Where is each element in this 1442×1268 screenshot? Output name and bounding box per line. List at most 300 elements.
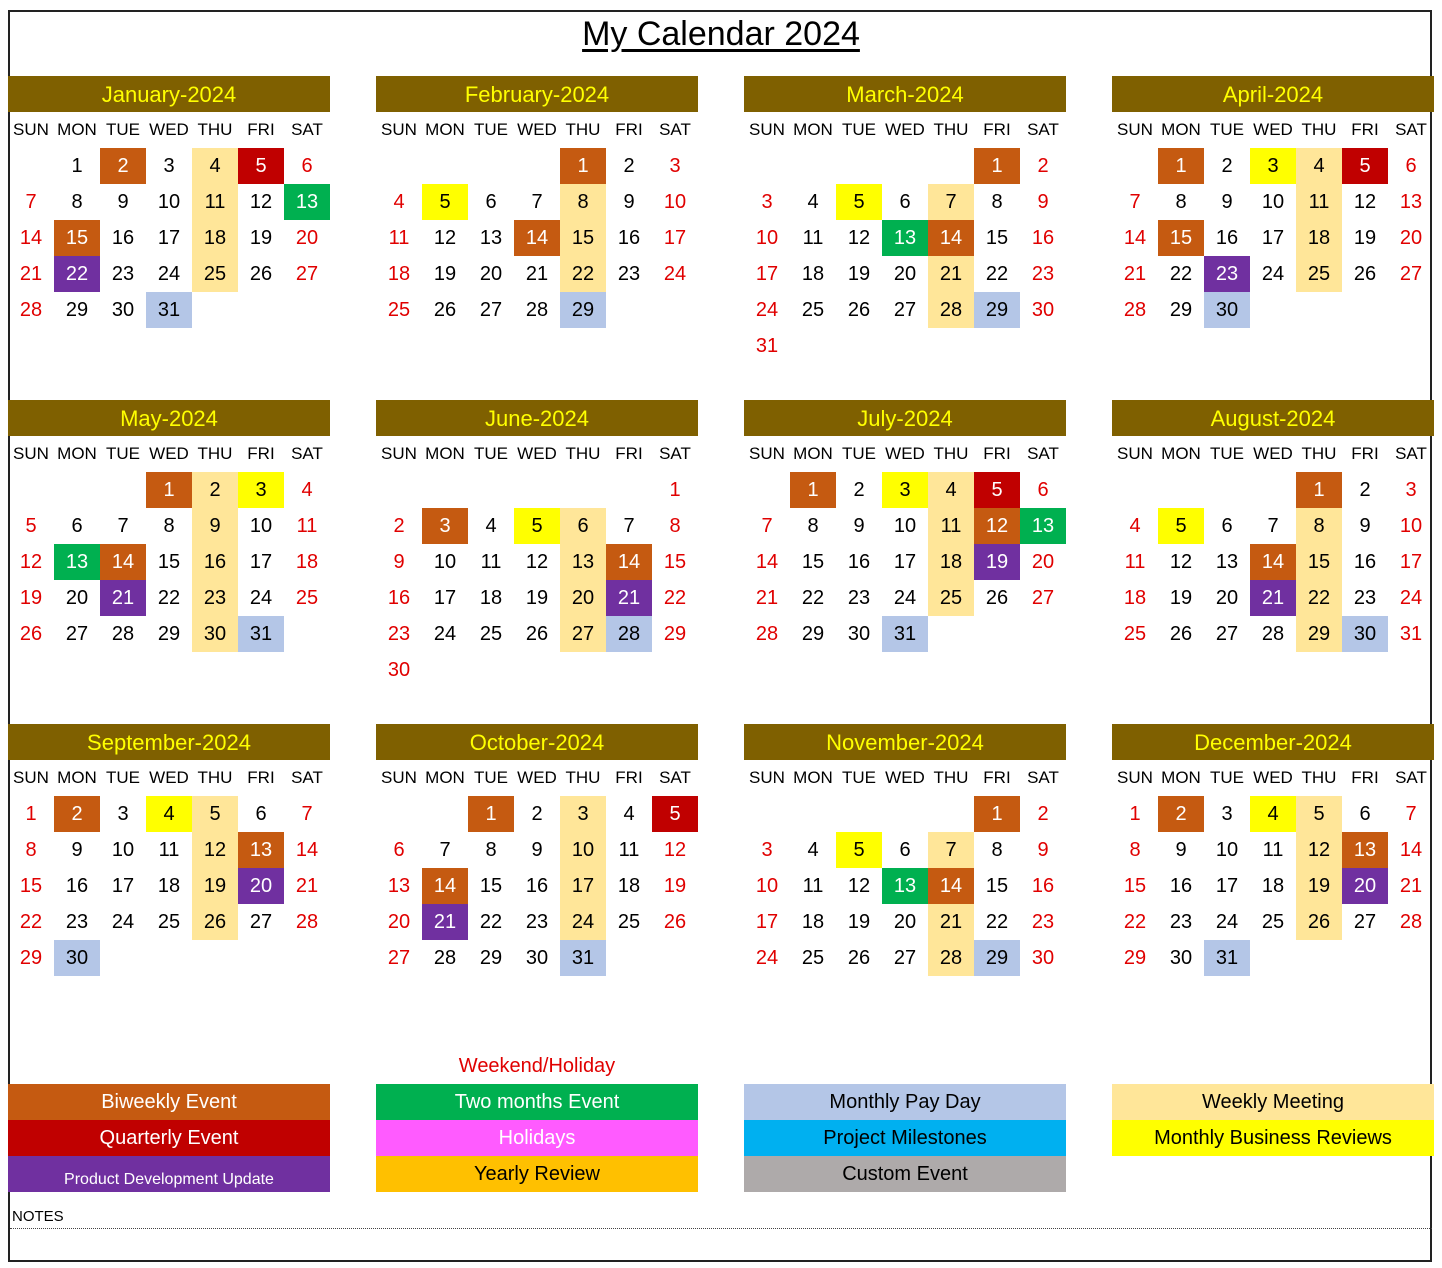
day-cell[interactable]: 18 [387, 263, 411, 285]
day-cell[interactable]: 9 [1037, 839, 1049, 861]
day-cell[interactable]: 1 [790, 472, 836, 508]
day-cell[interactable]: 11 [158, 839, 180, 861]
day-cell[interactable]: 21 [1250, 580, 1296, 616]
day-cell[interactable]: 14 [1123, 227, 1147, 249]
day-cell[interactable]: 1 [974, 148, 1020, 184]
day-cell[interactable]: 3 [1250, 148, 1296, 184]
day-cell[interactable]: 20 [295, 227, 319, 249]
day-cell[interactable]: 1 [1158, 148, 1204, 184]
day-cell[interactable]: 18 [928, 544, 974, 580]
day-cell[interactable]: 24 [1215, 911, 1239, 933]
day-cell[interactable]: 1 [146, 472, 192, 508]
day-cell[interactable]: 19 [1353, 227, 1377, 249]
day-cell[interactable]: 2 [393, 515, 405, 537]
day-cell[interactable]: 22 [560, 256, 606, 292]
day-cell[interactable]: 15 [1296, 544, 1342, 580]
day-cell[interactable]: 1 [1296, 472, 1342, 508]
day-cell[interactable]: 2 [192, 472, 238, 508]
day-cell[interactable]: 19 [974, 544, 1020, 580]
day-cell[interactable]: 17 [755, 263, 779, 285]
day-cell[interactable]: 12 [192, 832, 238, 868]
day-cell[interactable]: 25 [1261, 911, 1285, 933]
day-cell[interactable]: 24 [755, 299, 779, 321]
day-cell[interactable]: 11 [192, 184, 238, 220]
day-cell[interactable]: 2 [531, 803, 543, 825]
day-cell[interactable]: 15 [663, 551, 687, 573]
day-cell[interactable]: 22 [54, 256, 100, 292]
day-cell[interactable]: 21 [525, 263, 549, 285]
day-cell[interactable]: 15 [560, 220, 606, 256]
day-cell[interactable]: 16 [1169, 875, 1193, 897]
day-cell[interactable]: 17 [157, 227, 181, 249]
day-cell[interactable]: 13 [387, 875, 411, 897]
day-cell[interactable]: 3 [669, 155, 681, 177]
day-cell[interactable]: 9 [71, 839, 83, 861]
day-cell[interactable]: 22 [801, 587, 825, 609]
day-cell[interactable]: 27 [1215, 623, 1239, 645]
day-cell[interactable]: 30 [1169, 947, 1193, 969]
day-cell[interactable]: 12 [663, 839, 687, 861]
day-cell[interactable]: 21 [755, 587, 779, 609]
day-cell[interactable]: 20 [893, 911, 917, 933]
day-cell[interactable]: 23 [847, 587, 871, 609]
day-cell[interactable]: 29 [663, 623, 687, 645]
day-cell[interactable]: 8 [807, 515, 819, 537]
day-cell[interactable]: 7 [531, 191, 543, 213]
day-cell[interactable]: 8 [560, 184, 606, 220]
day-cell[interactable]: 30 [847, 623, 871, 645]
day-cell[interactable]: 19 [192, 868, 238, 904]
day-cell[interactable]: 13 [479, 227, 503, 249]
day-cell[interactable]: 2 [1158, 796, 1204, 832]
day-cell[interactable]: 23 [387, 623, 411, 645]
day-cell[interactable]: 6 [1405, 155, 1417, 177]
day-cell[interactable]: 19 [249, 227, 273, 249]
day-cell[interactable]: 10 [1261, 191, 1285, 213]
day-cell[interactable]: 21 [1399, 875, 1423, 897]
day-cell[interactable]: 24 [111, 911, 135, 933]
day-cell[interactable]: 1 [974, 796, 1020, 832]
day-cell[interactable]: 21 [100, 580, 146, 616]
day-cell[interactable]: 21 [1123, 263, 1147, 285]
day-cell[interactable]: 15 [1158, 220, 1204, 256]
day-cell[interactable]: 16 [525, 875, 549, 897]
day-cell[interactable]: 5 [974, 472, 1020, 508]
day-cell[interactable]: 4 [393, 191, 405, 213]
day-cell[interactable]: 1 [468, 796, 514, 832]
day-cell[interactable]: 20 [1342, 868, 1388, 904]
day-cell[interactable]: 5 [422, 184, 468, 220]
day-cell[interactable]: 15 [54, 220, 100, 256]
day-cell[interactable]: 20 [65, 587, 89, 609]
day-cell[interactable]: 7 [439, 839, 451, 861]
day-cell[interactable]: 3 [422, 508, 468, 544]
day-cell[interactable]: 5 [192, 796, 238, 832]
day-cell[interactable]: 22 [1123, 911, 1147, 933]
day-cell[interactable]: 29 [974, 292, 1020, 328]
day-cell[interactable]: 2 [1221, 155, 1233, 177]
day-cell[interactable]: 22 [157, 587, 181, 609]
day-cell[interactable]: 6 [393, 839, 405, 861]
day-cell[interactable]: 14 [100, 544, 146, 580]
day-cell[interactable]: 20 [1215, 587, 1239, 609]
day-cell[interactable]: 3 [882, 472, 928, 508]
day-cell[interactable]: 28 [1123, 299, 1147, 321]
day-cell[interactable]: 31 [238, 616, 284, 652]
day-cell[interactable]: 19 [19, 587, 43, 609]
day-cell[interactable]: 8 [25, 839, 37, 861]
day-cell[interactable]: 19 [433, 263, 457, 285]
day-cell[interactable]: 26 [663, 911, 687, 933]
day-cell[interactable]: 4 [1250, 796, 1296, 832]
day-cell[interactable]: 27 [249, 911, 273, 933]
day-cell[interactable]: 5 [238, 148, 284, 184]
day-cell[interactable]: 30 [1342, 616, 1388, 652]
day-cell[interactable]: 23 [1031, 263, 1055, 285]
day-cell[interactable]: 8 [991, 191, 1003, 213]
day-cell[interactable]: 10 [755, 227, 779, 249]
day-cell[interactable]: 18 [1123, 587, 1147, 609]
day-cell[interactable]: 30 [1031, 947, 1055, 969]
day-cell[interactable]: 5 [836, 184, 882, 220]
day-cell[interactable]: 4 [807, 191, 819, 213]
day-cell[interactable]: 27 [893, 299, 917, 321]
day-cell[interactable]: 29 [65, 299, 89, 321]
day-cell[interactable]: 12 [19, 551, 43, 573]
day-cell[interactable]: 9 [1037, 191, 1049, 213]
day-cell[interactable]: 14 [19, 227, 43, 249]
day-cell[interactable]: 19 [525, 587, 549, 609]
day-cell[interactable]: 2 [623, 155, 635, 177]
day-cell[interactable]: 31 [146, 292, 192, 328]
day-cell[interactable]: 5 [836, 832, 882, 868]
day-cell[interactable]: 16 [847, 551, 871, 573]
day-cell[interactable]: 10 [1215, 839, 1239, 861]
day-cell[interactable]: 26 [1353, 263, 1377, 285]
day-cell[interactable]: 6 [485, 191, 497, 213]
day-cell[interactable]: 4 [807, 839, 819, 861]
day-cell[interactable]: 31 [882, 616, 928, 652]
day-cell[interactable]: 25 [479, 623, 503, 645]
day-cell[interactable]: 16 [111, 227, 135, 249]
day-cell[interactable]: 7 [761, 515, 773, 537]
day-cell[interactable]: 14 [1399, 839, 1423, 861]
day-cell[interactable]: 3 [117, 803, 129, 825]
day-cell[interactable]: 7 [928, 832, 974, 868]
day-cell[interactable]: 27 [1399, 263, 1423, 285]
day-cell[interactable]: 23 [525, 911, 549, 933]
day-cell[interactable]: 18 [157, 875, 181, 897]
day-cell[interactable]: 27 [1353, 911, 1377, 933]
day-cell[interactable]: 3 [761, 839, 773, 861]
day-cell[interactable]: 24 [755, 947, 779, 969]
day-cell[interactable]: 18 [801, 911, 825, 933]
day-cell[interactable]: 16 [387, 587, 411, 609]
day-cell[interactable]: 26 [1169, 623, 1193, 645]
day-cell[interactable]: 19 [1169, 587, 1193, 609]
day-cell[interactable]: 21 [928, 256, 974, 292]
day-cell[interactable]: 29 [479, 947, 503, 969]
day-cell[interactable]: 17 [249, 551, 273, 573]
day-cell[interactable]: 20 [893, 263, 917, 285]
day-cell[interactable]: 10 [755, 875, 779, 897]
day-cell[interactable]: 4 [928, 472, 974, 508]
day-cell[interactable]: 14 [514, 220, 560, 256]
day-cell[interactable]: 5 [1158, 508, 1204, 544]
day-cell[interactable]: 1 [71, 155, 83, 177]
day-cell[interactable]: 28 [928, 940, 974, 976]
day-cell[interactable]: 12 [525, 551, 549, 573]
day-cell[interactable]: 29 [19, 947, 43, 969]
day-cell[interactable]: 24 [157, 263, 181, 285]
day-cell[interactable]: 11 [388, 227, 410, 249]
day-cell[interactable]: 27 [893, 947, 917, 969]
day-cell[interactable]: 4 [485, 515, 497, 537]
day-cell[interactable]: 6 [1037, 479, 1049, 501]
day-cell[interactable]: 7 [117, 515, 129, 537]
day-cell[interactable]: 22 [479, 911, 503, 933]
day-cell[interactable]: 1 [25, 803, 37, 825]
day-cell[interactable]: 11 [1296, 184, 1342, 220]
day-cell[interactable]: 4 [1129, 515, 1141, 537]
day-cell[interactable]: 30 [192, 616, 238, 652]
day-cell[interactable]: 12 [847, 875, 871, 897]
day-cell[interactable]: 16 [617, 227, 641, 249]
day-cell[interactable]: 12 [1169, 551, 1193, 573]
day-cell[interactable]: 15 [1123, 875, 1147, 897]
day-cell[interactable]: 28 [606, 616, 652, 652]
day-cell[interactable]: 5 [1296, 796, 1342, 832]
day-cell[interactable]: 28 [1399, 911, 1423, 933]
day-cell[interactable]: 10 [1399, 515, 1423, 537]
day-cell[interactable]: 26 [985, 587, 1009, 609]
day-cell[interactable]: 18 [295, 551, 319, 573]
day-cell[interactable]: 8 [163, 515, 175, 537]
day-cell[interactable]: 18 [801, 263, 825, 285]
day-cell[interactable]: 25 [387, 299, 411, 321]
day-cell[interactable]: 26 [192, 904, 238, 940]
day-cell[interactable]: 25 [1123, 623, 1147, 645]
day-cell[interactable]: 3 [1405, 479, 1417, 501]
day-cell[interactable]: 13 [238, 832, 284, 868]
day-cell[interactable]: 5 [652, 796, 698, 832]
day-cell[interactable]: 19 [847, 263, 871, 285]
day-cell[interactable]: 30 [525, 947, 549, 969]
day-cell[interactable]: 22 [985, 911, 1009, 933]
day-cell[interactable]: 25 [928, 580, 974, 616]
day-cell[interactable]: 7 [1129, 191, 1141, 213]
day-cell[interactable]: 22 [1169, 263, 1193, 285]
day-cell[interactable]: 17 [1215, 875, 1239, 897]
day-cell[interactable]: 18 [1261, 875, 1285, 897]
day-cell[interactable]: 13 [54, 544, 100, 580]
day-cell[interactable]: 25 [192, 256, 238, 292]
day-cell[interactable]: 11 [1262, 839, 1284, 861]
day-cell[interactable]: 6 [255, 803, 267, 825]
day-cell[interactable]: 26 [525, 623, 549, 645]
day-cell[interactable]: 10 [111, 839, 135, 861]
day-cell[interactable]: 20 [238, 868, 284, 904]
day-cell[interactable]: 29 [801, 623, 825, 645]
day-cell[interactable]: 21 [422, 904, 468, 940]
day-cell[interactable]: 11 [928, 508, 974, 544]
day-cell[interactable]: 30 [111, 299, 135, 321]
day-cell[interactable]: 19 [663, 875, 687, 897]
day-cell[interactable]: 23 [192, 580, 238, 616]
day-cell[interactable]: 28 [295, 911, 319, 933]
day-cell[interactable]: 17 [755, 911, 779, 933]
day-cell[interactable]: 13 [1020, 508, 1066, 544]
day-cell[interactable]: 23 [111, 263, 135, 285]
day-cell[interactable]: 4 [192, 148, 238, 184]
day-cell[interactable]: 25 [1296, 256, 1342, 292]
day-cell[interactable]: 17 [663, 227, 687, 249]
day-cell[interactable]: 18 [479, 587, 503, 609]
day-cell[interactable]: 21 [606, 580, 652, 616]
day-cell[interactable]: 4 [623, 803, 635, 825]
day-cell[interactable]: 25 [801, 299, 825, 321]
day-cell[interactable]: 8 [1296, 508, 1342, 544]
day-cell[interactable]: 6 [71, 515, 83, 537]
day-cell[interactable]: 21 [19, 263, 43, 285]
day-cell[interactable]: 12 [974, 508, 1020, 544]
day-cell[interactable]: 2 [1359, 479, 1371, 501]
day-cell[interactable]: 24 [1261, 263, 1285, 285]
day-cell[interactable]: 25 [801, 947, 825, 969]
day-cell[interactable]: 19 [1296, 868, 1342, 904]
day-cell[interactable]: 31 [1399, 623, 1423, 645]
day-cell[interactable]: 16 [65, 875, 89, 897]
day-cell[interactable]: 14 [1250, 544, 1296, 580]
day-cell[interactable]: 10 [433, 551, 457, 573]
day-cell[interactable]: 18 [1296, 220, 1342, 256]
day-cell[interactable]: 4 [301, 479, 313, 501]
day-cell[interactable]: 22 [19, 911, 43, 933]
day-cell[interactable]: 20 [479, 263, 503, 285]
day-cell[interactable]: 6 [899, 191, 911, 213]
day-cell[interactable]: 8 [991, 839, 1003, 861]
day-cell[interactable]: 15 [157, 551, 181, 573]
day-cell[interactable]: 30 [54, 940, 100, 976]
day-cell[interactable]: 8 [71, 191, 83, 213]
day-cell[interactable]: 15 [19, 875, 43, 897]
day-cell[interactable]: 23 [617, 263, 641, 285]
day-cell[interactable]: 28 [928, 292, 974, 328]
day-cell[interactable]: 15 [985, 875, 1009, 897]
day-cell[interactable]: 21 [928, 904, 974, 940]
day-cell[interactable]: 13 [560, 544, 606, 580]
day-cell[interactable]: 27 [560, 616, 606, 652]
day-cell[interactable]: 9 [393, 551, 405, 573]
day-cell[interactable]: 8 [669, 515, 681, 537]
day-cell[interactable]: 29 [1123, 947, 1147, 969]
day-cell[interactable]: 13 [882, 220, 928, 256]
day-cell[interactable]: 15 [479, 875, 503, 897]
day-cell[interactable]: 5 [514, 508, 560, 544]
day-cell[interactable]: 6 [899, 839, 911, 861]
day-cell[interactable]: 24 [1399, 587, 1423, 609]
day-cell[interactable]: 30 [1204, 292, 1250, 328]
day-cell[interactable]: 11 [1124, 551, 1146, 573]
day-cell[interactable]: 13 [882, 868, 928, 904]
day-cell[interactable]: 23 [1204, 256, 1250, 292]
day-cell[interactable]: 16 [1353, 551, 1377, 573]
day-cell[interactable]: 11 [296, 515, 318, 537]
day-cell[interactable]: 10 [249, 515, 273, 537]
day-cell[interactable]: 3 [1221, 803, 1233, 825]
day-cell[interactable]: 12 [433, 227, 457, 249]
day-cell[interactable]: 20 [560, 580, 606, 616]
day-cell[interactable]: 28 [755, 623, 779, 645]
day-cell[interactable]: 13 [284, 184, 330, 220]
day-cell[interactable]: 24 [893, 587, 917, 609]
day-cell[interactable]: 3 [238, 472, 284, 508]
day-cell[interactable]: 22 [1296, 580, 1342, 616]
day-cell[interactable]: 8 [485, 839, 497, 861]
day-cell[interactable]: 16 [1031, 227, 1055, 249]
day-cell[interactable]: 23 [1031, 911, 1055, 933]
day-cell[interactable]: 10 [893, 515, 917, 537]
day-cell[interactable]: 14 [422, 868, 468, 904]
day-cell[interactable]: 30 [1031, 299, 1055, 321]
day-cell[interactable]: 16 [192, 544, 238, 580]
day-cell[interactable]: 9 [1221, 191, 1233, 213]
day-cell[interactable]: 17 [1261, 227, 1285, 249]
day-cell[interactable]: 19 [847, 911, 871, 933]
day-cell[interactable]: 11 [480, 551, 502, 573]
day-cell[interactable]: 7 [623, 515, 635, 537]
day-cell[interactable]: 12 [1353, 191, 1377, 213]
day-cell[interactable]: 29 [974, 940, 1020, 976]
day-cell[interactable]: 25 [295, 587, 319, 609]
day-cell[interactable]: 31 [755, 335, 779, 357]
day-cell[interactable]: 15 [985, 227, 1009, 249]
day-cell[interactable]: 14 [295, 839, 319, 861]
day-cell[interactable]: 14 [755, 551, 779, 573]
day-cell[interactable]: 1 [1129, 803, 1141, 825]
day-cell[interactable]: 7 [1267, 515, 1279, 537]
day-cell[interactable]: 27 [295, 263, 319, 285]
day-cell[interactable]: 4 [1296, 148, 1342, 184]
day-cell[interactable]: 9 [623, 191, 635, 213]
day-cell[interactable]: 27 [479, 299, 503, 321]
day-cell[interactable]: 3 [560, 796, 606, 832]
day-cell[interactable]: 10 [560, 832, 606, 868]
day-cell[interactable]: 9 [192, 508, 238, 544]
day-cell[interactable]: 18 [617, 875, 641, 897]
day-cell[interactable]: 1 [560, 148, 606, 184]
day-cell[interactable]: 27 [65, 623, 89, 645]
day-cell[interactable]: 28 [19, 299, 43, 321]
day-cell[interactable]: 13 [1342, 832, 1388, 868]
day-cell[interactable]: 26 [249, 263, 273, 285]
day-cell[interactable]: 31 [1204, 940, 1250, 976]
day-cell[interactable]: 17 [1399, 551, 1423, 573]
day-cell[interactable]: 25 [617, 911, 641, 933]
day-cell[interactable]: 4 [146, 796, 192, 832]
day-cell[interactable]: 28 [433, 947, 457, 969]
day-cell[interactable]: 9 [853, 515, 865, 537]
day-cell[interactable]: 24 [433, 623, 457, 645]
day-cell[interactable]: 12 [249, 191, 273, 213]
day-cell[interactable]: 22 [985, 263, 1009, 285]
day-cell[interactable]: 23 [1169, 911, 1193, 933]
day-cell[interactable]: 29 [157, 623, 181, 645]
day-cell[interactable]: 9 [117, 191, 129, 213]
day-cell[interactable]: 26 [847, 299, 871, 321]
day-cell[interactable]: 9 [1359, 515, 1371, 537]
day-cell[interactable]: 2 [1037, 803, 1049, 825]
